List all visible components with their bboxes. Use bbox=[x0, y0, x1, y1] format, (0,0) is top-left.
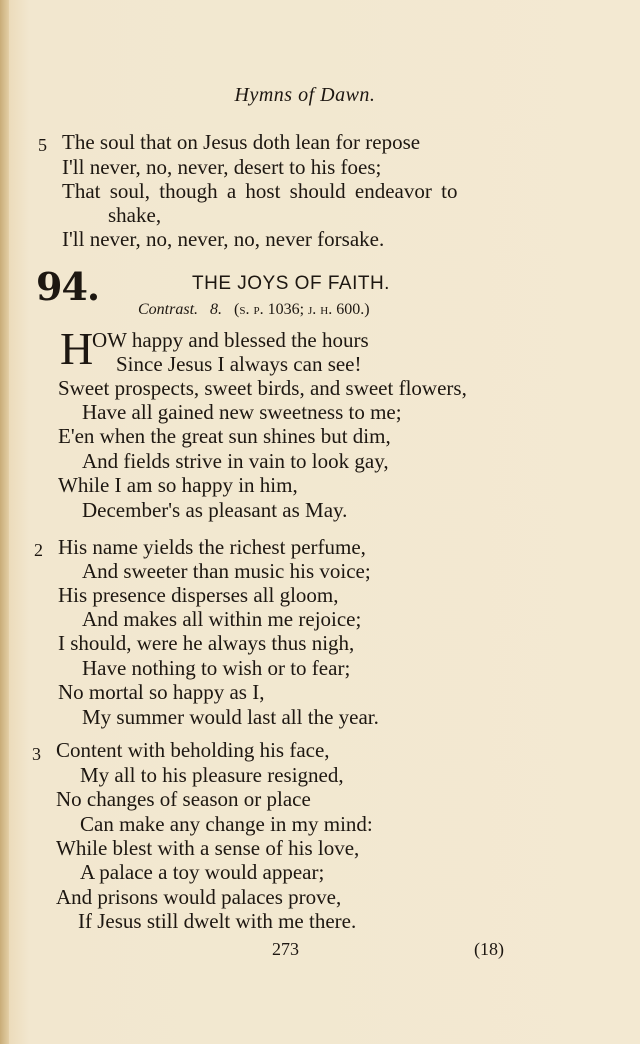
signature-mark: (18) bbox=[474, 939, 504, 959]
stanza3-line-2: My all to his pleasure resigned, bbox=[80, 763, 344, 787]
tune-meter-line bbox=[138, 302, 370, 318]
tune-references: (s. p. 1036; j. h. 600.) bbox=[234, 301, 370, 318]
stanza3-number: 3 bbox=[32, 744, 41, 764]
stanza2-line-5: I should, were he always thus nigh, bbox=[58, 631, 355, 655]
stanza1-line-5: E'en when the great sun shines but dim, bbox=[58, 424, 391, 448]
stanza2-line-8: My summer would last all the year. bbox=[82, 705, 379, 729]
stanza2-line-7: No mortal so happy as I, bbox=[58, 680, 265, 704]
stanza1-line-7: While I am so happy in him, bbox=[58, 473, 298, 497]
stanza2-line-1: His name yields the richest perfume, bbox=[58, 535, 366, 559]
prev-stanza-line-1: The soul that on Jesus doth lean for repose bbox=[62, 130, 421, 154]
page-edge-shadow bbox=[0, 0, 9, 1044]
prev-stanza-line-2: I'll never, no, never, desert to his foes; bbox=[62, 155, 382, 179]
prev-stanza-line-5: I'll never, no, never, no, never forsake. bbox=[62, 227, 385, 251]
stanza3-line-4: Can make any change in my mind: bbox=[80, 812, 373, 836]
stanza2-number: 2 bbox=[34, 540, 43, 560]
stanza1-line-2: Since Jesus I always can see! bbox=[116, 352, 362, 376]
stanza3-line-1: Content with beholding his face, bbox=[56, 738, 330, 762]
stanza3-line-8: If Jesus still dwelt with me there. bbox=[78, 909, 357, 933]
stanza3-line-3: No changes of season or place bbox=[56, 787, 311, 811]
stanza2-line-2: And sweeter than music his voice; bbox=[82, 559, 371, 583]
stanza3-line-5: While blest with a sense of his love, bbox=[56, 836, 360, 860]
stanza2-line-6: Have nothing to wish or to fear; bbox=[82, 656, 351, 680]
stanza1-line-4: Have all gained new sweetness to me; bbox=[82, 400, 402, 424]
stanza3-line-7: And prisons would palaces prove, bbox=[56, 885, 342, 909]
stanza1-line-3: Sweet prospects, sweet birds, and sweet flowers, bbox=[58, 376, 467, 400]
stanza1-line-1: OW happy and blessed the hours bbox=[92, 328, 369, 352]
prev-stanza-line-4: shake, bbox=[108, 203, 162, 227]
page-number: 273 bbox=[272, 939, 299, 959]
stanza1-line-6: And fields strive in vain to look gay, bbox=[82, 449, 389, 473]
hymn-number: 94. bbox=[36, 264, 100, 309]
prev-stanza-line-3: That soul, though a host should endeavor to bbox=[62, 179, 458, 203]
stanza2-line-3: His presence disperses all gloom, bbox=[58, 583, 339, 607]
stanza1-line-8: December's as pleasant as May. bbox=[82, 498, 348, 522]
stanza3-line-6: A palace a toy would appear; bbox=[80, 860, 325, 884]
stanza2-line-4: And makes all within me rejoice; bbox=[82, 607, 362, 631]
tune-name: Contrast. bbox=[138, 301, 199, 318]
meter-count: 8. bbox=[210, 301, 223, 318]
hymn-title: THE JOYS OF FAITH. bbox=[192, 273, 390, 294]
prev-stanza-number: 5 bbox=[38, 135, 47, 155]
drop-cap: H bbox=[60, 323, 94, 374]
running-head: Hymns of Dawn. bbox=[234, 84, 376, 106]
